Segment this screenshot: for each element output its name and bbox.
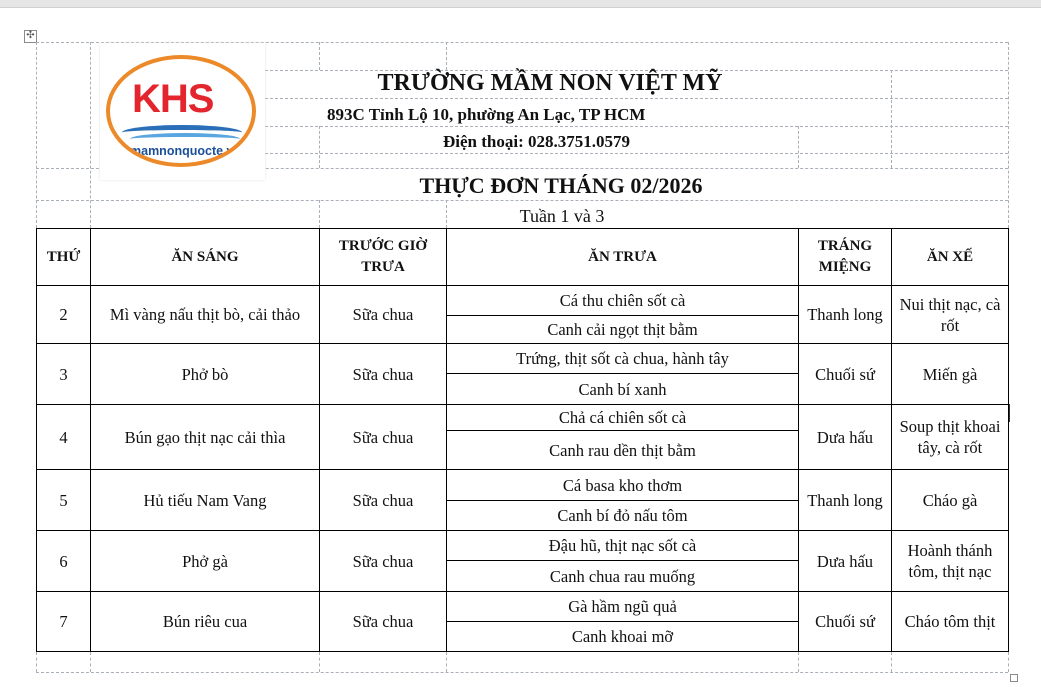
day-cell[interactable]: 2 [37, 286, 91, 344]
snack-cell[interactable]: Cháo tôm thịt [892, 592, 1009, 652]
lunch-soup-cell[interactable]: Canh rau dền thịt bằm [447, 431, 799, 470]
text-cursor [1009, 404, 1010, 422]
dessert-cell[interactable]: Dưa hấu [799, 531, 892, 592]
dessert-cell[interactable]: Chuối sứ [799, 592, 892, 652]
lunch-soup-cell[interactable]: Canh chua rau muống [447, 561, 799, 592]
table-row [37, 592, 1009, 622]
table-move-handle-icon[interactable]: ✣ [24, 30, 37, 43]
breakfast-cell[interactable]: Bún riêu cua [91, 592, 320, 652]
table-row [37, 405, 1009, 431]
day-cell[interactable]: 7 [37, 592, 91, 652]
dessert-cell[interactable]: Thanh long [799, 286, 892, 344]
header-dessert: TRÁNG MIỆNG [799, 229, 892, 286]
school-logo [100, 43, 265, 180]
snack-cell[interactable]: Soup thịt khoai tây, cà rốt [892, 405, 1009, 470]
pre-lunch-cell[interactable]: Sữa chua [320, 344, 447, 405]
day-cell[interactable]: 3 [37, 344, 91, 405]
logo-letters: KHS [132, 77, 214, 121]
lunch-soup-cell[interactable]: Canh bí xanh [447, 374, 799, 405]
pre-lunch-cell[interactable]: Sữa chua [320, 531, 447, 592]
snack-cell[interactable]: Nui thịt nạc, cà rốt [892, 286, 1009, 344]
day-cell[interactable]: 6 [37, 531, 91, 592]
snack-cell[interactable]: Hoành thánh tôm, thịt nạc [892, 531, 1009, 592]
snack-cell[interactable]: Miến gà [892, 344, 1009, 405]
table-row [37, 470, 1009, 501]
lunch-main-cell[interactable]: Cá basa kho thơm [447, 470, 799, 501]
dessert-cell[interactable]: Chuối sứ [799, 344, 892, 405]
table-row [37, 344, 1009, 374]
breakfast-cell[interactable]: Hủ tiếu Nam Vang [91, 470, 320, 531]
table-header-row [37, 229, 1009, 286]
menu-table [36, 228, 1009, 652]
lunch-soup-cell[interactable]: Canh cải ngọt thịt bằm [447, 316, 799, 344]
week-label: Tuần 1 và 3 [519, 206, 605, 226]
school-address: 893C Tỉnh Lộ 10, phường An Lạc, TP HCM [327, 105, 646, 124]
school-phone: Điện thoại: 028.3751.0579 [443, 132, 630, 151]
breakfast-cell[interactable]: Phở gà [91, 531, 320, 592]
header-breakfast: ĂN SÁNG [91, 229, 320, 286]
breakfast-cell[interactable]: Bún gạo thịt nạc cải thìa [91, 405, 320, 470]
menu-title: THỰC ĐƠN THÁNG 02/2026 [419, 173, 703, 198]
header-lunch: ĂN TRƯA [447, 229, 799, 286]
logo-ring [106, 55, 256, 167]
lunch-main-cell[interactable]: Cá thu chiên sốt cà [447, 286, 799, 316]
table-row [37, 531, 1009, 561]
breakfast-cell[interactable]: Mì vàng nấu thịt bò, cải thảo [91, 286, 320, 344]
lunch-soup-cell[interactable]: Canh bí đỏ nấu tôm [447, 501, 799, 531]
header-pre-lunch: TRƯỚC GIỜ TRƯA [320, 229, 447, 286]
header-day: THỨ [37, 229, 91, 286]
pre-lunch-cell[interactable]: Sữa chua [320, 286, 447, 344]
snack-cell[interactable]: Cháo gà [892, 470, 1009, 531]
day-cell[interactable]: 4 [37, 405, 91, 470]
table-row [37, 286, 1009, 316]
table-resize-handle-icon[interactable] [1010, 674, 1018, 682]
pre-lunch-cell[interactable]: Sữa chua [320, 470, 447, 531]
lunch-main-cell[interactable]: Trứng, thịt sốt cà chua, hành tây [447, 344, 799, 374]
breakfast-cell[interactable]: Phở bò [91, 344, 320, 405]
dessert-cell[interactable]: Thanh long [799, 470, 892, 531]
dessert-cell[interactable]: Dưa hấu [799, 405, 892, 470]
header-snack: ĂN XẾ [892, 229, 1009, 286]
lunch-main-cell[interactable]: Chả cá chiên sốt cà [447, 405, 799, 431]
lunch-main-cell[interactable]: Đậu hũ, thịt nạc sốt cà [447, 531, 799, 561]
lunch-soup-cell[interactable]: Canh khoai mỡ [447, 622, 799, 652]
day-cell[interactable]: 5 [37, 470, 91, 531]
pre-lunch-cell[interactable]: Sữa chua [320, 405, 447, 470]
pre-lunch-cell[interactable]: Sữa chua [320, 592, 447, 652]
editor-top-bar [0, 0, 1041, 8]
logo-url-text: mamnonquocte.vn [130, 144, 242, 158]
lunch-main-cell[interactable]: Gà hầm ngũ quả [447, 592, 799, 622]
school-name: TRƯỜNG MẦM NON VIỆT MỸ [377, 70, 723, 96]
